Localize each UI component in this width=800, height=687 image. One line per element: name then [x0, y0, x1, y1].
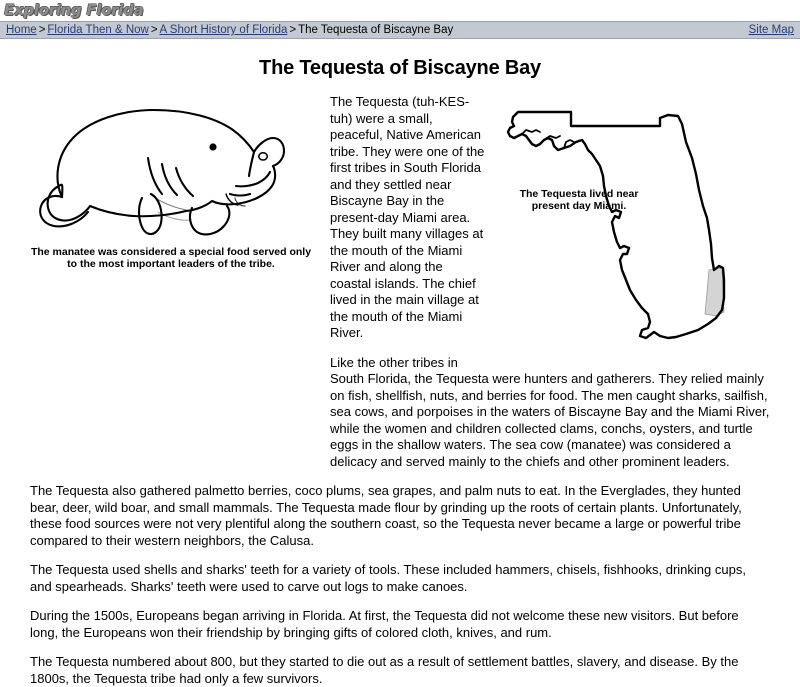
- site-header: [0, 0, 800, 21]
- manatee-illustration: [30, 94, 312, 244]
- florida-map-caption: The Tequesta lived near present day Miami.: [519, 188, 639, 212]
- breadcrumb-separator: >: [150, 24, 158, 36]
- page-title: The Tequesta of Biscayne Bay: [259, 57, 541, 79]
- breadcrumb-item-a-short-history-of-florida[interactable]: A Short History of Florida: [159, 24, 288, 36]
- site-logo[interactable]: Exploring Florida: [4, 1, 144, 19]
- breadcrumb-separator: >: [38, 24, 46, 36]
- manatee-eye: [209, 143, 216, 150]
- article-paragraph-4: The Tequesta used shells and sharks' teeth for a variety of tools. These included hammers, chisels, fishhooks, drinking cups, and spearheads. Sharks' teeth were used to carve out logs to make canoes.: [30, 562, 746, 594]
- article-paragraph-3: The Tequesta also gathered palmetto berries, coco plums, sea grapes, and palm nuts to eat. In the Everglades, they hunted bear, deer, wild boar, and small mammals. The Tequesta made flour by grinding up the roots of certain plants. Unfortunately, these food sources were not very plentiful along the southern coast, so the Tequesta never became a large or powerful tribe compared to their western neighbors, the Calusa.: [30, 483, 742, 548]
- manatee-caption: The manatee was considered a special food served only to the most important leaders of the tribe.: [30, 246, 312, 270]
- site-map-link[interactable]: Site Map: [748, 24, 794, 36]
- breadcrumb-separator: >: [289, 24, 297, 36]
- florida-map-figure: [500, 102, 770, 364]
- breadcrumb-item-current: The Tequesta of Biscayne Bay: [298, 24, 454, 36]
- breadcrumb-item-home[interactable]: Home: [6, 24, 37, 36]
- article-paragraph-5: During the 1500s, Europeans began arriving in Florida. At first, the Tequesta did not welcome these new visitors. But before long, the Europeans won their friendship by bringing gifts of colored cloth, knives, and rum.: [30, 608, 739, 640]
- manatee-figure: [30, 94, 312, 270]
- breadcrumb: [6, 22, 453, 38]
- article-paragraph-2: Like the other tribes in South Florida, the Tequesta were hunters and gatherers. They relied mainly on fish, shellfish, nuts, and berries for food. The men caught sharks, sailfish, sea cows, and porpoises in the waters of Biscayne Bay and the Miami River, while the women and children collected clams, conchs, oysters, and turtle eggs in the shallow waters. The sea cow (manatee) was considered a delicacy and served mainly to the chiefs and other prominent leaders.: [330, 354, 770, 469]
- breadcrumb-bar: [0, 21, 800, 39]
- breadcrumb-item-florida-then-and-now[interactable]: Florida Then & Now: [47, 24, 149, 36]
- florida-map-illustration: [500, 102, 770, 364]
- article-paragraph-6: The Tequesta numbered about 800, but they started to die out as a result of settlement battles, slavery, and disease. By the 1800s, the Tequesta tribe had only a few survivors.: [30, 654, 739, 686]
- article-paragraph-1: The Tequesta (tuh-KES-tuh) were a small, peaceful, Native American tribe. They were one of the first tribes in South Florida and they settled near Biscayne Bay in the present-day Miami area. They built many villages at the mouth of the Miami River and along the coastal islands. The chief lived in the main village at the mouth of the Miami River.: [330, 94, 485, 340]
- article-content: [0, 57, 800, 687]
